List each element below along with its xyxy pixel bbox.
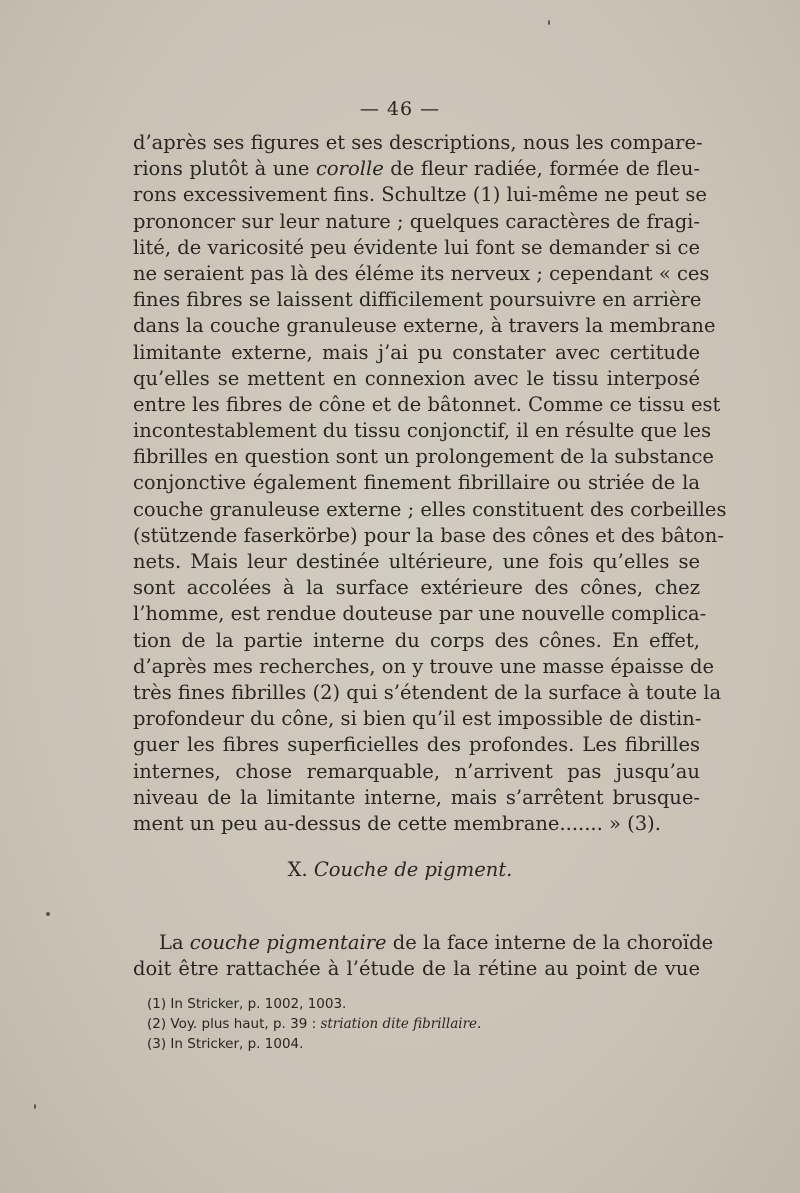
section-number: X. xyxy=(287,858,308,881)
footnote-mark: (2) xyxy=(147,1016,171,1032)
text-line: rons excessivement fins. Schultze (1) lui-même ne peut se xyxy=(133,183,707,207)
text-line: rions plutôt à une corolle de fleur radiée, formée de fleu- xyxy=(133,157,700,181)
text-line: fines fibres se laissent difficilement poursuivre en arrière xyxy=(133,288,702,312)
text-line: doit être rattachée à l’étude de la rétine au point de vue xyxy=(133,957,700,981)
footnote xyxy=(147,1014,647,1034)
paper-speck xyxy=(46,912,50,916)
footnote-text: In Stricker, p. 1002, 1003. xyxy=(170,996,347,1012)
text-line: internes, chose remarquable, n’arrivent pas jusqu’au xyxy=(133,759,700,783)
paragraph-continuation xyxy=(133,130,727,837)
text-line: nets. Mais leur destinée ultérieure, une fois qu’elles se xyxy=(133,550,700,573)
text-line: ne seraient pas là des éléme its nerveux ; cependant « ces xyxy=(133,261,710,285)
text-line: d’après mes recherches, on y trouve une masse épaisse de xyxy=(133,654,715,678)
text-line: La couche pigmentaire de la face interne de la choroïde xyxy=(159,931,714,954)
footnote-mark: (1) xyxy=(147,996,171,1012)
text-line: très fines fibrilles (2) qui s’étendent de la surface à toute la xyxy=(133,680,722,704)
text-line: (stützende faserkörbe) pour la base des cônes et des bâton- xyxy=(133,523,724,547)
text-line: lité, de varicosité peu évidente lui font se demander si ce xyxy=(133,235,700,259)
text-line: couche granuleuse externe ; elles constituent des corbeilles xyxy=(133,497,727,521)
text-line: profondeur du cône, si bien qu’il est impossible de distin- xyxy=(133,707,702,731)
footnote-text: Voy. plus haut, p. 39 : xyxy=(170,1016,321,1032)
paper-speck xyxy=(34,1104,36,1109)
text-line: limitante externe, mais j’ai pu constater avec certitude xyxy=(133,340,700,364)
paragraph-pigment xyxy=(133,930,714,982)
footnote xyxy=(147,1034,647,1054)
paper-speck xyxy=(548,20,550,25)
section-heading xyxy=(0,855,800,885)
text-line: qu’elles se mettent en connexion avec le tissu interposé xyxy=(133,366,700,390)
text-line: conjonctive également finement fibrillaire ou striée de la xyxy=(133,471,700,495)
page-number: — 46 — xyxy=(359,98,441,120)
text-line: d’après ses figures et ses descriptions, nous les compare- xyxy=(133,131,703,154)
footnote xyxy=(147,994,647,1014)
italic-term: couche pigmentaire xyxy=(189,931,387,954)
text-line: sont accolées à la surface extérieure des cônes, chez xyxy=(133,576,700,600)
italic-term: corolle xyxy=(316,157,384,181)
text-line: entre les fibres de cône et de bâtonnet. Comme ce tissu est xyxy=(133,392,721,416)
text-line: tion de la partie interne du corps des cônes. En effet, xyxy=(133,628,700,652)
text-line: guer les fibres superficielles des profondes. Les fibrilles xyxy=(133,733,700,757)
text-line: l’homme, est rendue douteuse par une nouvelle complica- xyxy=(133,602,707,626)
text-line: fibrilles en question sont un prolongement de la substance xyxy=(133,445,714,469)
text-line: ment un peu au-dessus de cette membrane....... » (3). xyxy=(133,811,661,835)
section-title: Couche de pigment. xyxy=(313,858,513,881)
footnote-mark: (3) xyxy=(147,1036,171,1052)
text-line: incontestablement du tissu conjonctif, il en résulte que les xyxy=(133,419,712,443)
footnotes xyxy=(147,994,647,1054)
footnote-emphasis: striation dite fibrillaire. xyxy=(320,1016,482,1032)
text-line: dans la couche granuleuse externe, à travers la membrane xyxy=(133,314,716,338)
text-line: niveau de la limitante interne, mais s’arrêtent brusque- xyxy=(133,785,700,809)
text-line: prononcer sur leur nature ; quelques caractères de fragi- xyxy=(133,209,700,233)
footnote-text: In Stricker, p. 1004. xyxy=(170,1036,304,1052)
